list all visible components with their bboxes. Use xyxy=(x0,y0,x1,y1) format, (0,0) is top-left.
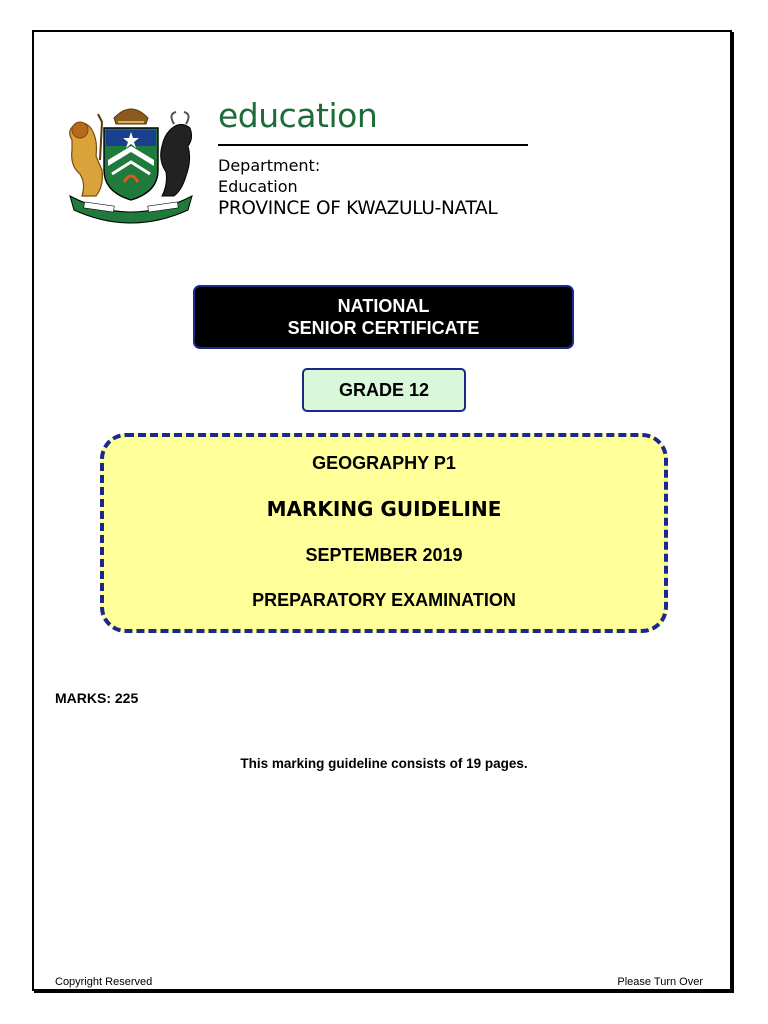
province-name: PROVINCE OF KWAZULU-NATAL xyxy=(218,198,498,219)
subject-title: GEOGRAPHY P1 xyxy=(312,453,456,473)
total-marks: MARKS: 225 xyxy=(55,690,139,706)
footer-turn-over: Please Turn Over xyxy=(617,976,703,988)
exam-type: PREPARATORY EXAMINATION xyxy=(252,590,516,610)
certificate-line-2: SENIOR CERTIFICATE xyxy=(287,318,480,338)
certificate-banner xyxy=(193,285,574,349)
certificate-line-1: NATIONAL xyxy=(337,296,430,316)
department-name: Education xyxy=(218,177,298,196)
logo-wordmark: education xyxy=(218,96,378,135)
page-count-note: This marking guideline consists of 19 pages. xyxy=(240,756,528,771)
coat-of-arms-icon xyxy=(62,100,200,225)
document-type: MARKING GUIDELINE xyxy=(266,497,502,521)
footer-copyright: Copyright Reserved xyxy=(55,976,153,988)
department-label: Department: xyxy=(218,156,321,175)
logo-divider xyxy=(218,144,528,146)
grade-badge: GRADE 12 xyxy=(302,368,466,412)
exam-date: SEPTEMBER 2019 xyxy=(305,545,463,565)
subject-panel xyxy=(100,433,668,633)
